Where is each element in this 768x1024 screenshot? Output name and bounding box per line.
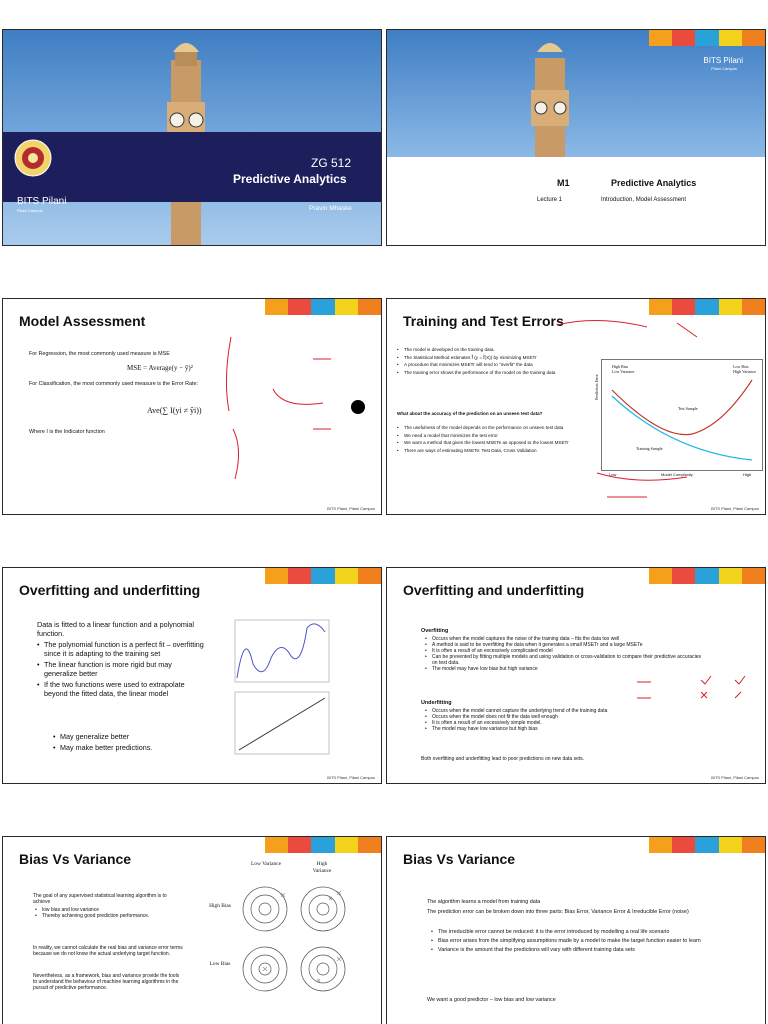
overfit-bullets: [37, 640, 205, 700]
goal-text: The goal of any supervised statistical learning algorithm is to achieve: [33, 893, 167, 905]
chart-xlabel: Model Complexity: [661, 472, 693, 477]
linear-sub-bullets: [53, 732, 203, 754]
color-strip: [649, 837, 765, 853]
course-code: ZG 512: [311, 156, 352, 170]
chart-train: Training Sample: [636, 446, 663, 451]
bullet: • It is often a result of an excessively complicated model: [425, 648, 705, 654]
linear-fit-plot: [231, 690, 331, 756]
logo-text: BITS Pilani: [17, 196, 67, 207]
slide-overfitting-plots: [2, 567, 382, 784]
col-high-variance: High Variance: [312, 861, 332, 875]
handwritten-annotations: [537, 313, 766, 513]
bias-variance-targets: [237, 881, 357, 1001]
row-high-bias: High Bias: [209, 903, 231, 909]
bullet: • A procedure that minimizes MSETr will tend to "overfit" the data: [397, 362, 597, 368]
slide-title: Training and Test Errors: [403, 313, 564, 329]
module-title: Predictive Analytics: [611, 178, 697, 188]
learns-text: The algorithm learns a model from training data: [427, 899, 541, 905]
bullet: • Occurs when the model does not fit the data well enough: [425, 714, 705, 720]
chart-tl: High Bias Low Variance: [612, 364, 635, 374]
author: Pravin Mhaske: [309, 205, 352, 212]
bullet: • Occurs when the model cannot capture the underlying trend of the training data: [425, 708, 705, 714]
slide-title: Overfitting and underfitting: [403, 582, 585, 598]
course-name: Predictive Analytics: [233, 172, 347, 186]
slide-bias-variance-targets: [2, 836, 382, 1024]
overfitting-heading: Overfitting: [421, 628, 449, 634]
module-label: M1: [557, 178, 570, 188]
framework-text: Nevertheless, as a framework, bias and variance provide the tools to understand the behaviour of machine learning algorithms in the pursuit of predictive performance.: [33, 973, 180, 991]
bullet: • The linear function is more rigid but may generalize better: [37, 660, 205, 678]
footer: BITS Pilani, Pilani Campus: [327, 506, 375, 511]
regression-text: For Regression, the most commonly used measure is MSE: [29, 351, 170, 357]
slide-module: [386, 29, 766, 246]
bullet: • Thereby achieving good prediction performance.: [35, 913, 185, 919]
footer: BITS Pilani, Pilani Campus: [711, 506, 759, 511]
campus-text: Pilani Campus: [711, 66, 737, 71]
bullet: • If the two functions were used to extrapolate beyond the fitted data, the linear model: [37, 680, 205, 698]
bullet: • There are ways of estimating MSETe: Test Data, Cross Validation: [397, 448, 597, 454]
bullet: • It is often a result of an excessively simple model.: [425, 720, 705, 726]
bullet: • We need a model that minimizes the test error: [397, 433, 597, 439]
color-strip: [649, 568, 765, 584]
lecture-label: Lecture 1: [537, 197, 563, 203]
bullet: • Bias error arises from the simplifying assumptions made by a model to make the target function easier to learn: [431, 938, 731, 945]
bullet: • The Statistical Method estimates f̂ (y = f̂(X)) by minimizing MSETr: [397, 355, 597, 361]
clock-tower-image: [527, 30, 573, 157]
slide-title: Model Assessment: [19, 313, 146, 329]
chart-tr: Low Bias High Variance: [733, 364, 756, 374]
campus-text: Pilani Campus: [17, 208, 43, 213]
slide-title: [2, 29, 382, 246]
logo-text: BITS Pilani: [703, 56, 743, 65]
slide-overfitting-text: [386, 567, 766, 784]
slide-title: Overfitting and underfitting: [19, 582, 201, 598]
bullet: • Occurs when the model captures the noise of the training data – fits the data too well: [425, 636, 705, 642]
slide-bias-variance-text: [386, 836, 766, 1024]
handwritten-annotations: [635, 664, 763, 714]
bullet: • We want a method that gives the lowest MSETe as opposed to the lowest MSETr: [397, 440, 597, 446]
bullet: • The model is developed on the training data.: [397, 347, 597, 353]
color-strip: [265, 837, 381, 853]
indicator-text: Where I is the Indicator function: [29, 429, 105, 435]
col-low-variance: Low Variance: [251, 861, 281, 867]
mse-formula: MSE = Average(y − ŷ)²: [127, 364, 193, 372]
bits-logo-emblem: [13, 138, 53, 178]
bullet: • The polynomial function is a perfect fit – overfitting since it is adapting to the training set: [37, 640, 205, 658]
chart-ylabel: Prediction Error: [594, 374, 599, 400]
bullet: • Can be prevented by fitting multiple models and using validation or cross-validation to compare their predictive accuracies on test data.: [425, 654, 705, 666]
chart-low: Low: [609, 472, 617, 477]
bullet: • The model may have low bias but high variance: [425, 666, 705, 672]
polynomial-fit-plot: [231, 618, 331, 684]
reality-text: In reality, we cannot calculate the real bias and variance error terms because we do not know the actual underlying target function.: [33, 945, 183, 957]
color-strip: [265, 299, 381, 315]
error-bullets: [431, 929, 731, 956]
bullet: • A method is said to be overfitting the data when it generates a small MSETr and a large MSETe: [425, 642, 705, 648]
conclusion: Both overfitting and underfitting lead to poor predictions on new data sets.: [421, 756, 585, 762]
goal-bullets: [35, 907, 185, 919]
slide-title: Bias Vs Variance: [403, 851, 516, 867]
error-breakdown-text: The prediction error can be broken down into three parts: Bias Error, Variance Error & Irreducible Error (noise): [427, 909, 689, 915]
sub-bullet: • May make better predictions.: [53, 743, 203, 752]
slide-training-test-errors: [386, 298, 766, 515]
bullet: • The irreducible error cannot be reduced: it is the error introduced by modelling a real life scenario: [431, 929, 731, 936]
footer: BITS Pilani, Pilani Campus: [327, 775, 375, 780]
row-low-bias: Low Bias: [209, 961, 231, 967]
underfitting-heading: Underfitting: [421, 700, 452, 706]
chart-high: High: [743, 472, 752, 477]
intro-text: Data is fitted to a linear function and a polynomial function.: [37, 620, 195, 638]
bullet: • Variance is the amount that the predictions will vary with different training data sets: [431, 947, 731, 954]
classification-text: For Classification, the most commonly used measure is the Error Rate:: [29, 381, 198, 387]
chart-test: Test Sample: [678, 406, 698, 411]
bullet: • low bias and low variance: [35, 907, 185, 913]
slide-model-assessment: [2, 298, 382, 515]
error-rate-formula: Ave(∑ I(yi ≠ ŷi)): [147, 406, 202, 415]
photo-band: [387, 30, 765, 157]
color-strip: [265, 568, 381, 584]
bullet: • The usefulness of the model depends on the performance on unseen test data: [397, 425, 597, 431]
bullet: • The training error shows the performance of the model on the training data: [397, 370, 597, 376]
sub-bullet: • May generalize better: [53, 732, 203, 741]
bullet: • The model may have low variance but high bias: [425, 726, 705, 732]
question: What about the accuracy of the prediction on an unseen test data?: [397, 411, 543, 416]
slide-title: Bias Vs Variance: [19, 851, 132, 867]
footer: BITS Pilani, Pilani Campus: [711, 775, 759, 780]
good-predictor-text: We want a good predictor – low bias and low variance: [427, 997, 556, 1003]
handwritten-annotations: [213, 319, 382, 499]
lecture-title: Introduction, Model Assessment: [601, 197, 687, 203]
